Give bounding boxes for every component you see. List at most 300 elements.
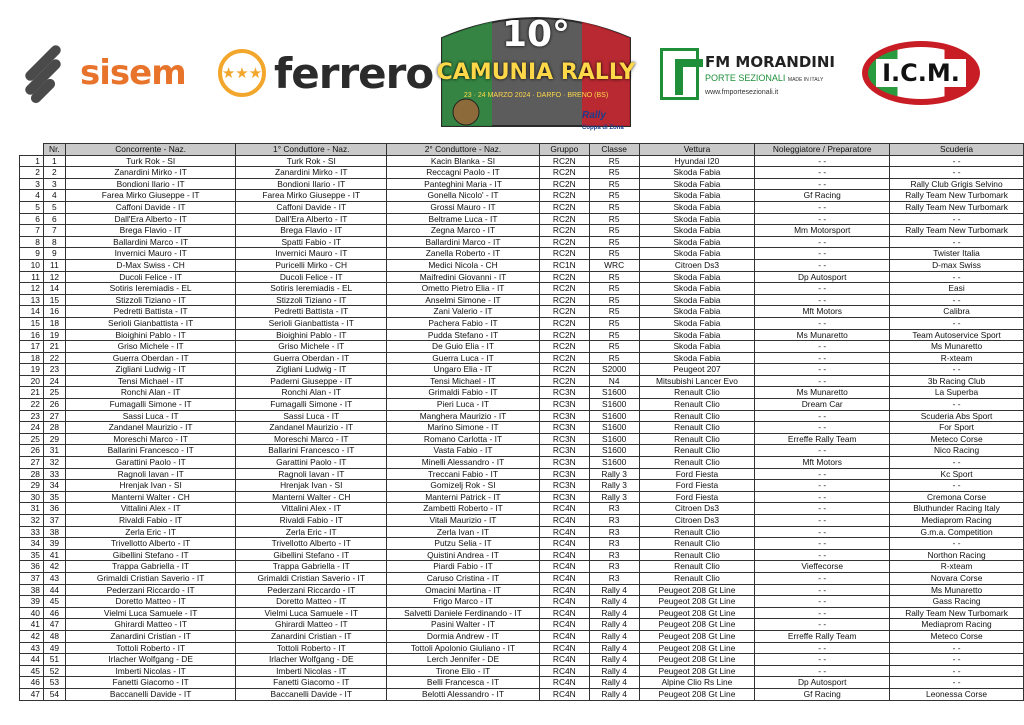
table-cell: - - (755, 538, 890, 550)
table-cell: - - (890, 677, 1024, 689)
table-cell: 7 (43, 225, 65, 237)
table-cell: Skoda Fabia (639, 341, 755, 353)
table-row (20, 561, 1024, 573)
table-cell: Peugeot 208 Gt Line (639, 596, 755, 608)
table-cell: 52 (43, 665, 65, 677)
table-row (20, 375, 1024, 387)
table-cell: 47 (43, 619, 65, 631)
table-cell: RC2N (539, 306, 589, 318)
table-cell: 48 (43, 630, 65, 642)
table-cell: Tirone Elio - IT (387, 665, 540, 677)
table-cell: Zandanel Maurizio - IT (236, 422, 387, 434)
table-cell: Serioli Gianbattista - IT (236, 317, 387, 329)
table-cell: 8 (43, 236, 65, 248)
table-cell: Sotiris Ieremiadis - EL (236, 283, 387, 295)
table-row (20, 178, 1024, 190)
table-cell: RC2N (539, 236, 589, 248)
table-cell: - - (890, 236, 1024, 248)
table-row (20, 468, 1024, 480)
table-cell: 26 (20, 445, 44, 457)
table-cell: S1600 (589, 422, 639, 434)
table-cell: Griso Michele - IT (236, 341, 387, 353)
table-cell: RC4N (539, 538, 589, 550)
table-cell: 31 (43, 445, 65, 457)
table-cell: R5 (589, 213, 639, 225)
table-cell: - - (755, 294, 890, 306)
table-cell: Grimaldi Fabio - IT (387, 387, 540, 399)
table-cell: Kacin Blanka - SI (387, 155, 540, 167)
table-cell: Irlacher Wolfgang - DE (236, 654, 387, 666)
table-cell: Rally Team New Turbomark (890, 225, 1024, 237)
table-cell: 17 (20, 341, 44, 353)
table-row (20, 445, 1024, 457)
table-cell: Peugeot 208 Gt Line (639, 665, 755, 677)
table-cell: Calibra (890, 306, 1024, 318)
table-cell: - - (755, 178, 890, 190)
table-cell: R5 (589, 306, 639, 318)
table-cell: Ms Munaretto (755, 387, 890, 399)
ferrero-wordmark: ferrero (274, 48, 434, 98)
table-cell: Scuderia Abs Sport (890, 410, 1024, 422)
table-cell: Team Autoservice Sport (890, 329, 1024, 341)
table-cell: Romano Carlotta - IT (387, 433, 540, 445)
table-cell: RC4N (539, 677, 589, 689)
table-cell: 32 (20, 515, 44, 527)
table-cell: - - (755, 491, 890, 503)
table-cell: Baccanelli Davide - IT (65, 688, 236, 700)
table-cell: Pederzani Riccardo - IT (236, 584, 387, 596)
table-cell: 5 (20, 201, 44, 213)
table-cell: 19 (20, 364, 44, 376)
table-cell: Skoda Fabia (639, 248, 755, 260)
table-cell: 23 (43, 364, 65, 376)
table-cell: 27 (43, 410, 65, 422)
table-cell: - - (755, 259, 890, 271)
table-row (20, 271, 1024, 283)
table-cell: Gf Racing (755, 688, 890, 700)
table-cell: - - (755, 155, 890, 167)
table-cell: 49 (43, 642, 65, 654)
table-cell: 23 (20, 410, 44, 422)
table-cell: 6 (43, 213, 65, 225)
table-cell: Peugeot 208 Gt Line (639, 654, 755, 666)
table-cell: Fanetti Giacomo - IT (65, 677, 236, 689)
table-cell: - - (890, 654, 1024, 666)
table-cell: Gibellini Stefano - IT (65, 549, 236, 561)
table-cell: - - (755, 526, 890, 538)
table-cell: Twister Italia (890, 248, 1024, 260)
header-cell: Concorrente - Naz. (65, 144, 236, 156)
table-cell: 14 (43, 283, 65, 295)
table-cell: - - (755, 607, 890, 619)
table-cell: Pasini Walter - IT (387, 619, 540, 631)
table-cell: Ms Munaretto (755, 329, 890, 341)
table-cell: Renault Clio (639, 549, 755, 561)
table-cell: Hrenjak Ivan - SI (65, 480, 236, 492)
table-row (20, 248, 1024, 260)
table-cell: RC4N (539, 584, 589, 596)
table-cell: Zigliani Ludwig - IT (236, 364, 387, 376)
table-row (20, 526, 1024, 538)
table-cell: 28 (43, 422, 65, 434)
table-row (20, 167, 1024, 179)
table-cell: Zerla Eric - IT (236, 526, 387, 538)
table-cell: Stizzoli Tiziano - IT (65, 294, 236, 306)
table-cell: Guerra Oberdan - IT (236, 352, 387, 364)
table-cell: 29 (20, 480, 44, 492)
table-cell: Sassi Luca - IT (236, 410, 387, 422)
table-cell: RC2N (539, 375, 589, 387)
table-cell: Tottoli Roberto - IT (236, 642, 387, 654)
table-cell: 15 (20, 317, 44, 329)
table-cell: Zandanel Maurizio - IT (65, 422, 236, 434)
table-cell: La Superba (890, 387, 1024, 399)
table-cell: Ballardini Marco - IT (65, 236, 236, 248)
table-cell: 19 (43, 329, 65, 341)
table-cell: Piardi Fabio - IT (387, 561, 540, 573)
table-cell: Mft Motors (755, 306, 890, 318)
table-cell: Brega Flavio - IT (236, 225, 387, 237)
table-cell: Bioighini Pablo - IT (236, 329, 387, 341)
table-cell: Pudda Stefano - IT (387, 329, 540, 341)
table-cell: Mft Motors (755, 457, 890, 469)
table-cell: Northon Racing (890, 549, 1024, 561)
table-cell: Rally 4 (589, 584, 639, 596)
table-cell: 44 (43, 584, 65, 596)
table-cell: 36 (43, 503, 65, 515)
table-row (20, 480, 1024, 492)
table-row (20, 654, 1024, 666)
table-row (20, 491, 1024, 503)
table-cell: RC4N (539, 503, 589, 515)
table-cell: Peugeot 208 Gt Line (639, 688, 755, 700)
table-cell: Skoda Fabia (639, 294, 755, 306)
entry-list-table (19, 143, 1024, 701)
table-cell: - - (755, 201, 890, 213)
table-cell: S1600 (589, 410, 639, 422)
table-cell: Ms Munaretto (890, 584, 1024, 596)
table-cell: 40 (20, 607, 44, 619)
table-cell: Caffoni Davide - IT (65, 201, 236, 213)
table-cell: R5 (589, 178, 639, 190)
table-cell: RC3N (539, 422, 589, 434)
table-row (20, 572, 1024, 584)
coppa-badge (582, 110, 624, 132)
table-cell: RC4N (539, 549, 589, 561)
table-cell: Manterni Walter - CH (65, 491, 236, 503)
table-cell: - - (755, 619, 890, 631)
table-cell: Rally 4 (589, 607, 639, 619)
table-cell: Caruso Cristina - IT (387, 572, 540, 584)
table-cell: R-xteam (890, 561, 1024, 573)
table-row (20, 503, 1024, 515)
table-cell: - - (890, 317, 1024, 329)
table-cell: Beltrame Luca - IT (387, 213, 540, 225)
table-cell: Vieffecorse (755, 561, 890, 573)
table-row (20, 515, 1024, 527)
table-cell: Renault Clio (639, 399, 755, 411)
table-cell: Pederzani Riccardo - IT (65, 584, 236, 596)
table-cell: 37 (20, 572, 44, 584)
table-cell: Zerla Eric - IT (65, 526, 236, 538)
table-cell: 11 (43, 259, 65, 271)
table-cell: Guerra Oberdan - IT (65, 352, 236, 364)
table-row (20, 236, 1024, 248)
table-cell: Pedretti Battista - IT (65, 306, 236, 318)
fm-morandini-logo (660, 44, 835, 104)
table-cell: 21 (43, 341, 65, 353)
table-cell: 9 (43, 248, 65, 260)
table-cell: 4 (43, 190, 65, 202)
table-cell: 30 (20, 491, 44, 503)
table-cell: R3 (589, 503, 639, 515)
table-cell: Erreffe Rally Team (755, 433, 890, 445)
table-cell: 16 (43, 306, 65, 318)
table-cell: 33 (43, 468, 65, 480)
table-cell: 24 (20, 422, 44, 434)
table-cell: Dall'Era Alberto - IT (236, 213, 387, 225)
table-cell: 45 (43, 596, 65, 608)
table-cell: R5 (589, 236, 639, 248)
table-cell: Renault Clio (639, 387, 755, 399)
table-cell: R5 (589, 225, 639, 237)
table-cell: 9 (20, 248, 44, 260)
table-cell: 43 (20, 642, 44, 654)
table-cell: Irlacher Wolfgang - DE (65, 654, 236, 666)
table-cell: Fumagalli Simone - IT (65, 399, 236, 411)
table-cell: Imberti Nicolas - IT (65, 665, 236, 677)
table-cell: Renault Clio (639, 410, 755, 422)
table-cell: Hrenjak Ivan - SI (236, 480, 387, 492)
table-cell: Caffoni Davide - IT (236, 201, 387, 213)
table-cell: 5 (43, 201, 65, 213)
table-cell: - - (890, 271, 1024, 283)
table-cell: Quistini Andrea - IT (387, 549, 540, 561)
table-cell: - - (755, 642, 890, 654)
table-cell: Grimaldi Cristian Saverio - IT (236, 572, 387, 584)
table-cell: RC2N (539, 283, 589, 295)
table-cell: RC2N (539, 271, 589, 283)
table-body (20, 155, 1024, 700)
table-cell: 47 (20, 688, 44, 700)
table-cell: - - (755, 167, 890, 179)
table-cell: RC4N (539, 596, 589, 608)
table-cell: Rally 4 (589, 665, 639, 677)
table-cell: Manterni Walter - CH (236, 491, 387, 503)
table-cell: Rally 4 (589, 654, 639, 666)
table-cell: 45 (20, 665, 44, 677)
table-cell: - - (890, 480, 1024, 492)
table-cell: R5 (589, 352, 639, 364)
table-cell: For Sport (890, 422, 1024, 434)
table-cell: Rivaldi Fabio - IT (236, 515, 387, 527)
table-cell: Pedretti Battista - IT (236, 306, 387, 318)
table-cell: Peugeot 208 Gt Line (639, 619, 755, 631)
table-cell: Grimaldi Cristian Saverio - IT (65, 572, 236, 584)
table-cell: RC1N (539, 259, 589, 271)
table-cell: 53 (43, 677, 65, 689)
ferrero-logo (218, 45, 433, 101)
table-cell: Renault Clio (639, 561, 755, 573)
table-cell: Citroen Ds3 (639, 503, 755, 515)
table-cell: S1600 (589, 433, 639, 445)
table-cell: Turk Rok - SI (236, 155, 387, 167)
table-cell: Mm Motorsport (755, 225, 890, 237)
table-cell: 2 (20, 167, 44, 179)
table-cell: Rally 3 (589, 480, 639, 492)
table-cell: Griso Michele - IT (65, 341, 236, 353)
table-cell: 15 (43, 294, 65, 306)
table-cell: Trivellotto Alberto - IT (65, 538, 236, 550)
table-cell: 14 (20, 306, 44, 318)
table-cell: - - (890, 213, 1024, 225)
table-cell: Cremona Corse (890, 491, 1024, 503)
table-cell: R5 (589, 341, 639, 353)
table-cell: Skoda Fabia (639, 213, 755, 225)
table-cell: Peugeot 208 Gt Line (639, 607, 755, 619)
table-cell: Zigliani Ludwig - IT (65, 364, 236, 376)
camunia-rally-logo (432, 8, 640, 132)
table-cell: Baccanelli Davide - IT (236, 688, 387, 700)
ferrero-star-icon: ★★★ (218, 49, 266, 97)
table-cell: - - (755, 410, 890, 422)
table-cell: - - (755, 341, 890, 353)
table-cell: RC4N (539, 665, 589, 677)
table-cell: Zani Valerio - IT (387, 306, 540, 318)
table-cell: 41 (43, 549, 65, 561)
table-cell: Nico Racing (890, 445, 1024, 457)
table-cell: 3b Racing Club (890, 375, 1024, 387)
table-cell: R3 (589, 526, 639, 538)
table-cell: Novara Corse (890, 572, 1024, 584)
table-cell: Reccagni Paolo - IT (387, 167, 540, 179)
table-cell: R5 (589, 248, 639, 260)
table-cell: Serioli Gianbattista - IT (65, 317, 236, 329)
table-cell: 11 (20, 271, 44, 283)
table-cell: Puricelli Mirko - CH (236, 259, 387, 271)
table-cell: RC4N (539, 607, 589, 619)
table-cell: 42 (43, 561, 65, 573)
table-cell: Ometto Pietro Elia - IT (387, 283, 540, 295)
table-cell: Vielmi Luca Samuele - IT (65, 607, 236, 619)
table-cell: RC4N (539, 619, 589, 631)
table-cell: Tottoli Apolonio Giuliano - IT (387, 642, 540, 654)
table-cell: Gibellini Stefano - IT (236, 549, 387, 561)
table-cell: RC3N (539, 445, 589, 457)
table-cell: - - (890, 665, 1024, 677)
table-cell: Maifredini Giovanni - IT (387, 271, 540, 283)
table-cell: RC2N (539, 167, 589, 179)
table-cell: Bondioni Ilario - IT (236, 178, 387, 190)
table-cell: Zerla Ivan - IT (387, 526, 540, 538)
table-cell: - - (755, 654, 890, 666)
header-cell: 1° Conduttore - Naz. (236, 144, 387, 156)
table-cell: RC2N (539, 352, 589, 364)
table-cell: Ungaro Elia - IT (387, 364, 540, 376)
coppa-badge-label: Rally (582, 110, 606, 121)
table-cell: S1600 (589, 445, 639, 457)
table-cell: 18 (20, 352, 44, 364)
table-cell: Dormia Andrew - IT (387, 630, 540, 642)
table-cell: - - (890, 167, 1024, 179)
table-cell: 46 (43, 607, 65, 619)
table-cell: Ducoli Felice - IT (236, 271, 387, 283)
table-cell: 16 (20, 329, 44, 341)
table-cell: 38 (43, 526, 65, 538)
table-cell: - - (890, 364, 1024, 376)
table-cell: Alpine Clio Rs Line (639, 677, 755, 689)
table-cell: R3 (589, 515, 639, 527)
table-cell: Fanetti Giacomo - IT (236, 677, 387, 689)
table-cell: Bondioni Ilario - IT (65, 178, 236, 190)
table-cell: Doretto Matteo - IT (236, 596, 387, 608)
table-cell: Panteghini Maria - IT (387, 178, 540, 190)
rally-dates: 23 · 24 MARZO 2024 · DARFO · BRENO (BS) (463, 92, 609, 99)
table-cell: Vitali Maurizio - IT (387, 515, 540, 527)
table-cell: - - (890, 642, 1024, 654)
table-row (20, 283, 1024, 295)
table-row (20, 410, 1024, 422)
table-cell: D-max Swiss (890, 259, 1024, 271)
table-cell: 34 (43, 480, 65, 492)
coppa-badge-sub: Coppa di Zona (582, 125, 624, 131)
table-cell: Ford Fiesta (639, 491, 755, 503)
table-cell: 31 (20, 503, 44, 515)
table-cell: RC3N (539, 387, 589, 399)
table-cell: Vielmi Luca Samuele - IT (236, 607, 387, 619)
table-cell: S1600 (589, 387, 639, 399)
table-cell: Peugeot 207 (639, 364, 755, 376)
fm-name: FM MORANDINI (705, 52, 835, 71)
table-cell: Medici Nicola - CH (387, 259, 540, 271)
table-cell: Manghera Maurizio - IT (387, 410, 540, 422)
table-cell: R3 (589, 572, 639, 584)
table-cell: Manterni Patrick - IT (387, 491, 540, 503)
table-cell: Farea Mirko Giuseppe - IT (236, 190, 387, 202)
header-cell: Noleggiatore / Preparatore (755, 144, 890, 156)
table-cell: Skoda Fabia (639, 306, 755, 318)
table-cell: Gonella Nicolo' - IT (387, 190, 540, 202)
table-row (20, 364, 1024, 376)
table-row (20, 596, 1024, 608)
table-cell: Renault Clio (639, 526, 755, 538)
table-cell: D-Max Swiss - CH (65, 259, 236, 271)
table-cell: RC2N (539, 201, 589, 213)
table-cell: 7 (20, 225, 44, 237)
header-cell: Classe (589, 144, 639, 156)
fm-subtitle: PORTE SEZIONALI (705, 72, 786, 83)
table-cell: 35 (20, 549, 44, 561)
table-cell: Ghirardi Matteo - IT (236, 619, 387, 631)
table-cell: Lerch Jennifer - DE (387, 654, 540, 666)
table-cell: - - (755, 665, 890, 677)
table-row (20, 642, 1024, 654)
table-cell: Anselmi Simone - IT (387, 294, 540, 306)
table-cell: S2000 (589, 364, 639, 376)
table-cell: RC3N (539, 399, 589, 411)
table-cell: RC2N (539, 190, 589, 202)
table-cell: Easi (890, 283, 1024, 295)
table-cell: 13 (20, 294, 44, 306)
table-cell: Skoda Fabia (639, 283, 755, 295)
table-row (20, 190, 1024, 202)
table-cell: Gomizelj Rok - SI (387, 480, 540, 492)
icm-wordmark: I.C.M. (876, 59, 966, 87)
table-cell: Moreschi Marco - IT (65, 433, 236, 445)
table-row (20, 329, 1024, 341)
table-cell: Tensi Michael - IT (65, 375, 236, 387)
table-row (20, 155, 1024, 167)
